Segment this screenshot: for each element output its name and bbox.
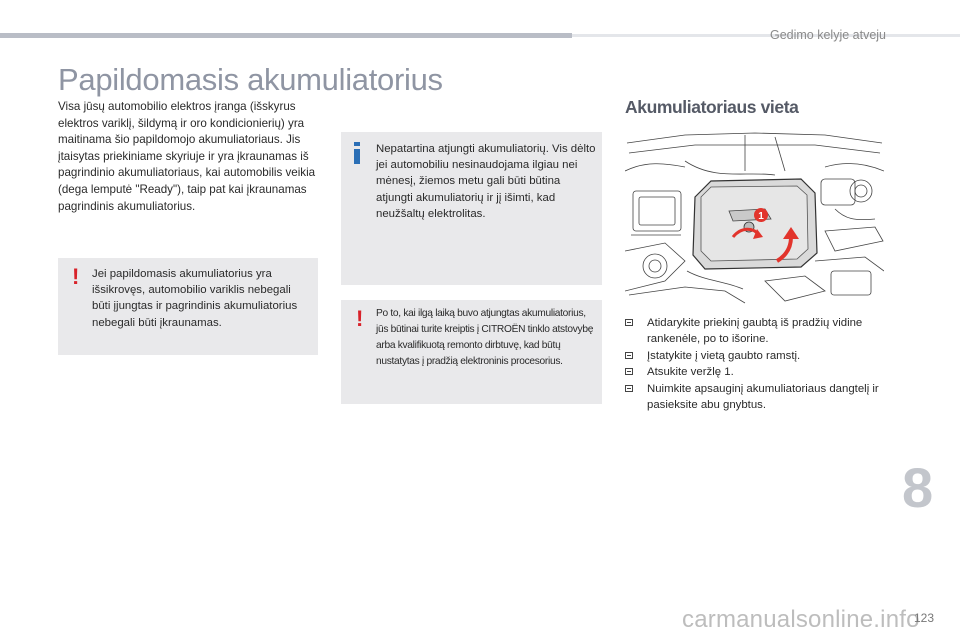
list-item: Atsukite veržlę 1.	[625, 364, 890, 380]
section-title: Akumuliatoriaus vieta	[625, 97, 799, 117]
warning-text: Jei papildomasis akumuliatorius yra išsikrovęs, automobilio variklis nebegali būti įjungtas ir pagrindinis akumuliatorius nebegali būti įkraunamas.	[92, 268, 298, 329]
warning-text: Po to, kai ilgą laiką buvo atjungtas akumuliatorius, jūs būtinai turite kreiptis į CITROËN tinklo atstovybę arba kvalifikuotą remonto dirbtuvę, kad būtų nustatytas į pradžią elektroninis procesorius.	[376, 308, 594, 367]
section-header: Gedimo kelyje atveju	[769, 28, 886, 42]
header-rule	[0, 33, 572, 38]
watermark: carmanualsonline.info	[682, 606, 920, 633]
checkbox-icon	[625, 385, 633, 392]
checkbox-icon	[625, 319, 633, 326]
info-text: Nepatartina atjungti akumuliatorių. Vis dėlto jei automobiliu nesinaudojama ilgiau nei mėnesį, žiemos metu gali būti būtina atjungti akumuliatorių ir jį išimti, kad neužšaltų elektrolitas.	[376, 143, 596, 220]
intro-text: Visa jūsų automobilio elektros įranga (išskyrus elektros variklį, šildymą ir oro kondicionierių) yra maitinama šio papildomojo akumuliatoriaus. Jis įtaisytas priekiniame skyriuje ir yra įkraunamas iš pagrindinio akumuliatoriaus, kai automobilis veikia (dega lemputė "Ready"), taip pat kai įkraunamas pagrindinis akumuliatorius.	[58, 100, 316, 213]
page-title: Papildomasis akumuliatorius	[58, 62, 443, 97]
step-list	[625, 315, 890, 413]
checkbox-icon	[625, 352, 633, 359]
engine-bay-illustration	[625, 131, 884, 305]
info-icon	[354, 142, 360, 164]
warning-box-reset	[341, 300, 602, 404]
info-box-disconnect	[341, 132, 602, 285]
list-item: Nuimkite apsauginį akumuliatoriaus dangtelį ir pasieksite abu gnybtus.	[625, 381, 890, 414]
exclamation-icon: !	[356, 306, 364, 331]
list-item: Įstatykite į vietą gaubto ramstį.	[625, 348, 890, 364]
list-item: Atidarykite priekinį gaubtą iš pradžių vidine rankenėle, po to išorine.	[625, 315, 890, 348]
warning-box-discharged	[58, 258, 318, 355]
checkbox-icon	[625, 368, 633, 375]
exclamation-icon: !	[72, 264, 80, 289]
callout-1: 1	[758, 211, 764, 222]
page-number: 123	[914, 611, 935, 625]
chapter-number: 8	[902, 456, 934, 519]
header-rule-light	[572, 34, 960, 37]
